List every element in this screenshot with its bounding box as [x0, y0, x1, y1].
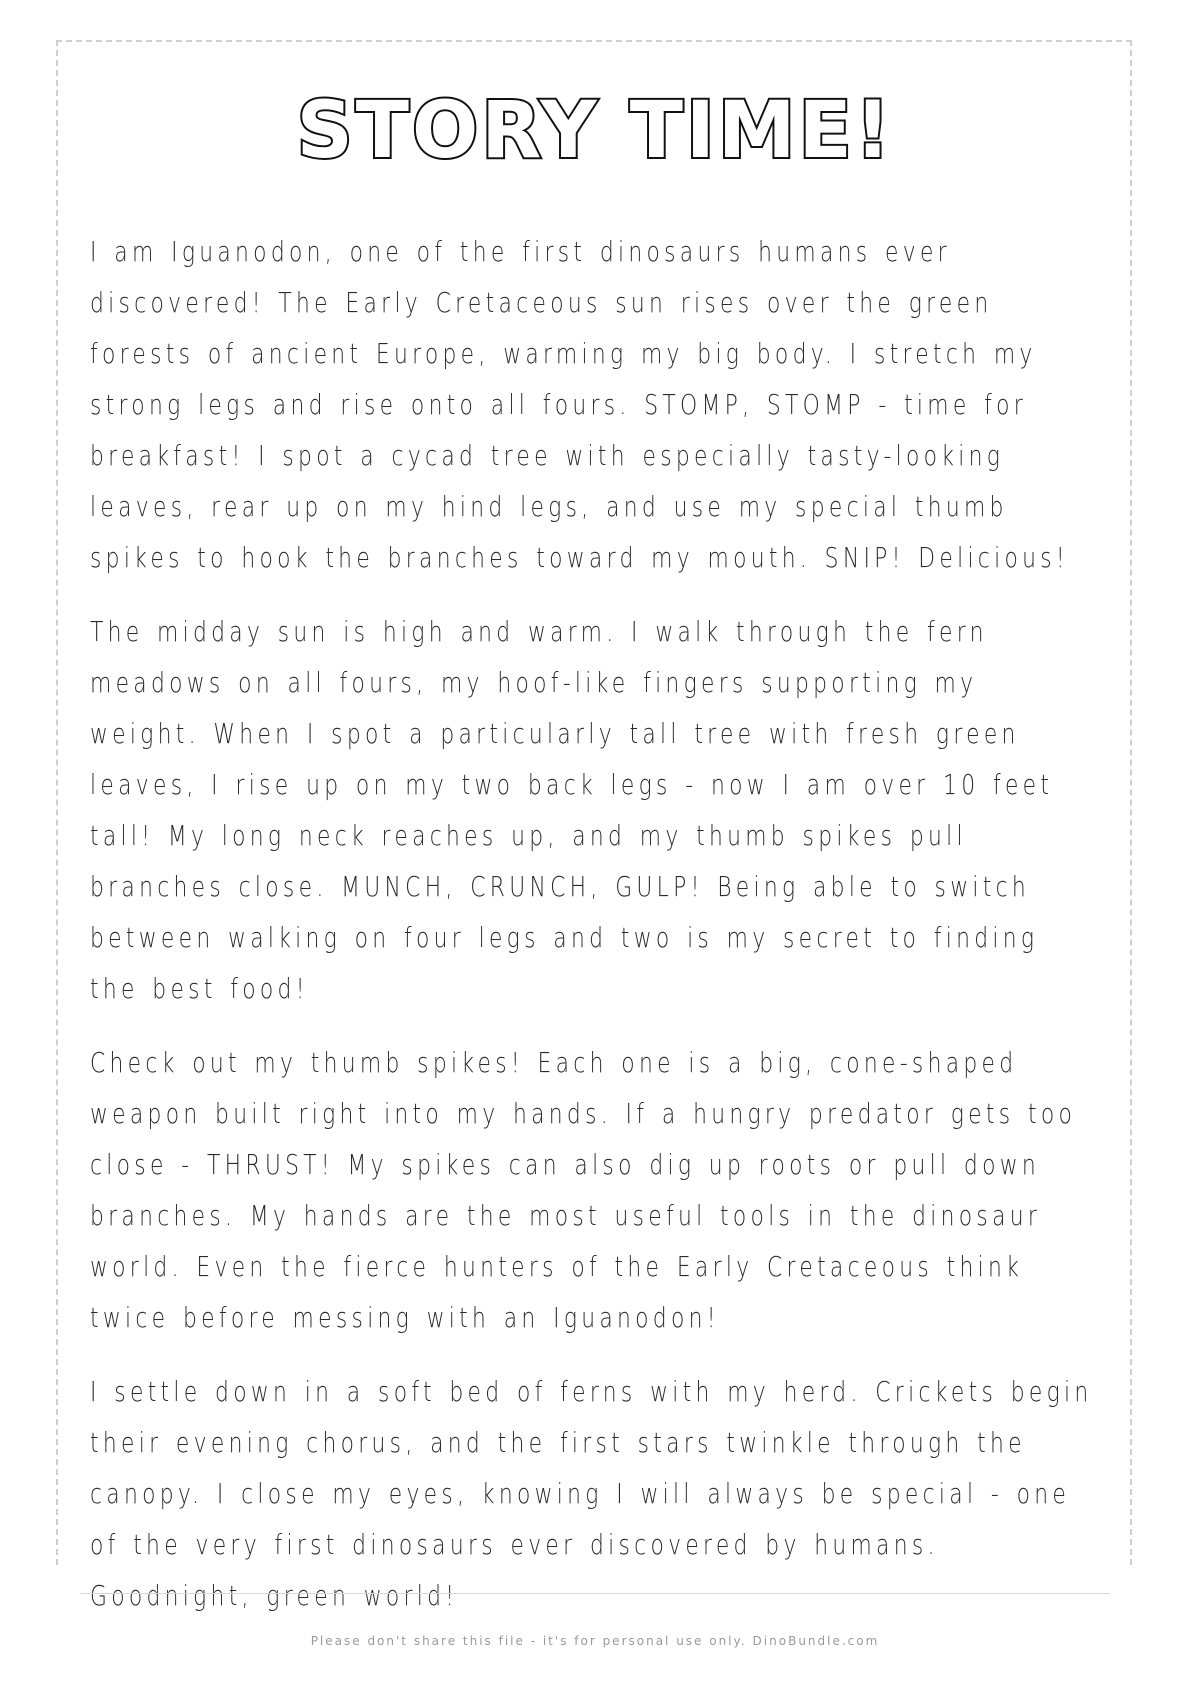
story-paragraph: The midday sun is high and warm. I walk through the fern meadows on all fours, my hoof-like fingers supporting my weight. When I spot a particularly tall tree with fresh green leaves, I rise up on my two back legs - now I am over 10 feet tall! My long neck reaches up, and my thumb spikes pull branches close. MUNCH, CRUNCH, GULP! Being able to switch between walking on four legs and two is my secret to finding the best food! [90, 615, 1054, 1005]
story-paragraph: I settle down in a soft bed of ferns with my herd. Crickets begin their evening chorus, and the first stars twinkle through the canopy. I close my eyes, knowing I will always be special - one of the very first dinosaurs ever discovered by humans. Goodnight, green world! [90, 1375, 1093, 1612]
story-paragraph: Check out my thumb spikes! Each one is a big, cone-shaped weapon built right into my hands. If a hungry predator gets too close - THRUST! My spikes can also dig up roots or pull down branches. My hands are the most useful tools in the dinosaur world. Even the fierce hunters of the Early Cretaceous think twice before messing with an Iguanodon! [90, 1046, 1077, 1334]
page-title: STORY TIME! [296, 86, 894, 176]
story-body [90, 226, 1102, 1644]
footer-divider [80, 1593, 1110, 1594]
story-paragraph: I am Iguanodon, one of the first dinosaurs humans ever discovered! The Early Cretaceous sun rises over the green forests of ancient Europe, warming my big body. I stretch my strong legs and rise onto all fours. STOMP, STOMP - time for breakfast! I spot a cycad tree with especially tasty-looking leaves, rear up on my hind legs, and use my special thumb spikes to hook the branches toward my mouth. SNIP! Delicious! [90, 235, 1069, 574]
footer-note: Please don't share this file - it's for personal use only. DinoBundle.com [310, 1634, 880, 1648]
